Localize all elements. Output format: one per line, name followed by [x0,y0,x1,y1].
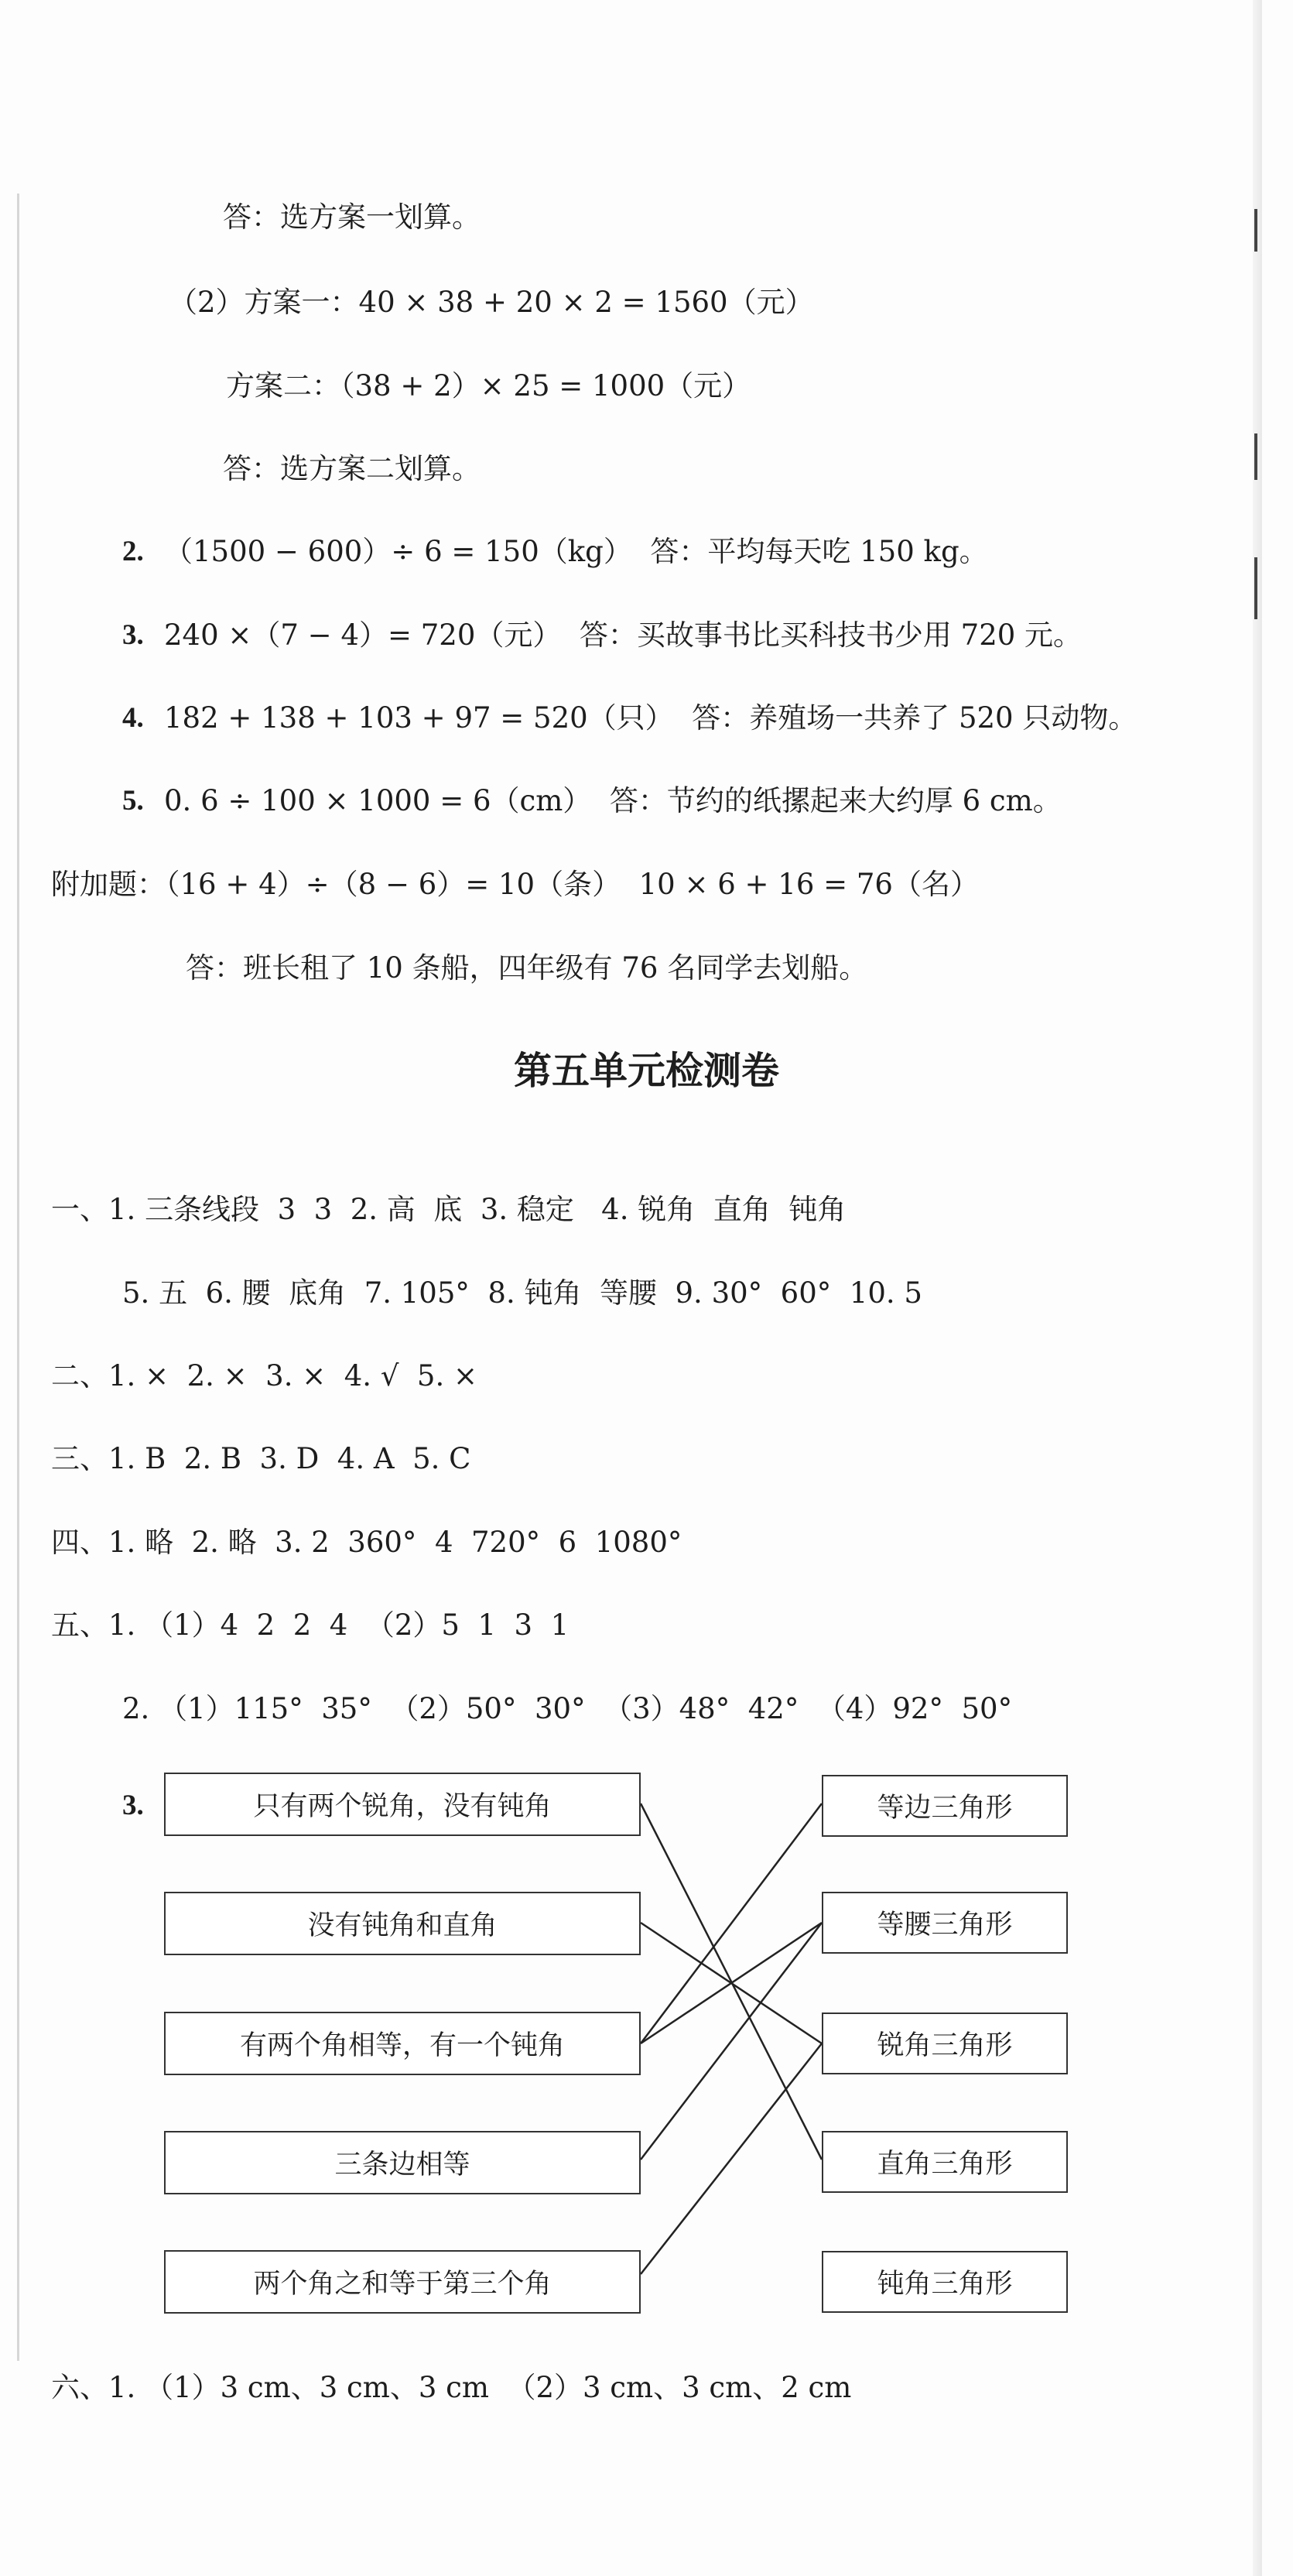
section-five-line: 2. （1）115° 35° （2）50° 30° （3）48° 42° （4）92° 50° [122,1692,1013,1725]
section-four-line: 四、1. 略 2. 略 3. 2 360° 4 720° 6 1080° [51,1526,682,1559]
right-box: 等边三角形 [822,1775,1068,1837]
extra-answer-line: 答：班长租了 10 条船，四年级有 76 名同学去划船。 [186,951,868,985]
match-line [641,2043,822,2274]
answer-line: 答：选方案二划算。 [223,452,481,485]
right-box: 锐角三角形 [822,2012,1068,2074]
answer-line: 方案二：（38 + 2）× 25 = 1000（元） [226,369,751,402]
left-box: 只有两个锐角，没有钝角 [164,1773,641,1836]
answer-line: 182 + 138 + 103 + 97 = 520（只） 答：养殖场一共养了 520 只动物。 [164,701,1137,735]
extra-question-line: 附加题：（16 + 4）÷（8 − 6）= 10（条） 10 × 6 + 16 = 76（名） [51,868,979,901]
question-number: 4. [122,702,144,734]
answer-line: 0. 6 ÷ 100 × 1000 = 6（cm） 答：节约的纸摞起来大约厚 6 cm。 [164,784,1062,817]
left-box: 两个角之和等于第三个角 [164,2250,641,2314]
unit-title: 第五单元检测卷 [513,1049,779,1093]
left-box: 没有钝角和直角 [164,1892,641,1955]
answer-line: （2）方案一：40 × 38 + 20 × 2 = 1560（元） [169,286,814,319]
question-number: 3. [122,619,144,651]
answer-line: （1500 − 600）÷ 6 = 150（kg） 答：平均每天吃 150 kg。 [164,535,988,568]
left-box: 三条边相等 [164,2131,641,2194]
section-six-line: 六、1. （1）3 cm、3 cm、3 cm （2）3 cm、3 cm、2 cm [51,2371,852,2404]
question-number: 2. [122,536,144,567]
right-box: 钝角三角形 [822,2251,1068,2313]
section-three-line: 三、1. B 2. B 3. D 4. A 5. C [51,1442,471,1475]
section-one-line: 5. 五 6. 腰 底角 7. 105° 8. 钝角 等腰 9. 30° 60° 10. 5 [122,1276,922,1310]
section-one-line: 一、1. 三条线段 3 3 2. 高 底 3. 稳定 4. 锐角 直角 钝角 [51,1193,847,1226]
right-box: 直角三角形 [822,2131,1068,2193]
match-line [641,1804,822,2160]
question-number: 5. [122,785,144,817]
right-box: 等腰三角形 [822,1892,1068,1954]
section-five-line: 五、1. （1）4 2 2 4 （2）5 1 3 1 [51,1608,570,1642]
left-box: 有两个角相等，有一个钝角 [164,2012,641,2075]
section-two-line: 二、1. × 2. × 3. × 4. √ 5. × [51,1359,477,1392]
question-number: 3. [122,1790,144,1821]
answer-line: 答：选方案一划算。 [223,200,481,234]
match-line [641,1923,822,2160]
match-line [641,1804,822,2043]
answer-line: 240 ×（7 − 4）= 720（元） 答：买故事书比买科技书少用 720 元。 [164,618,1083,652]
